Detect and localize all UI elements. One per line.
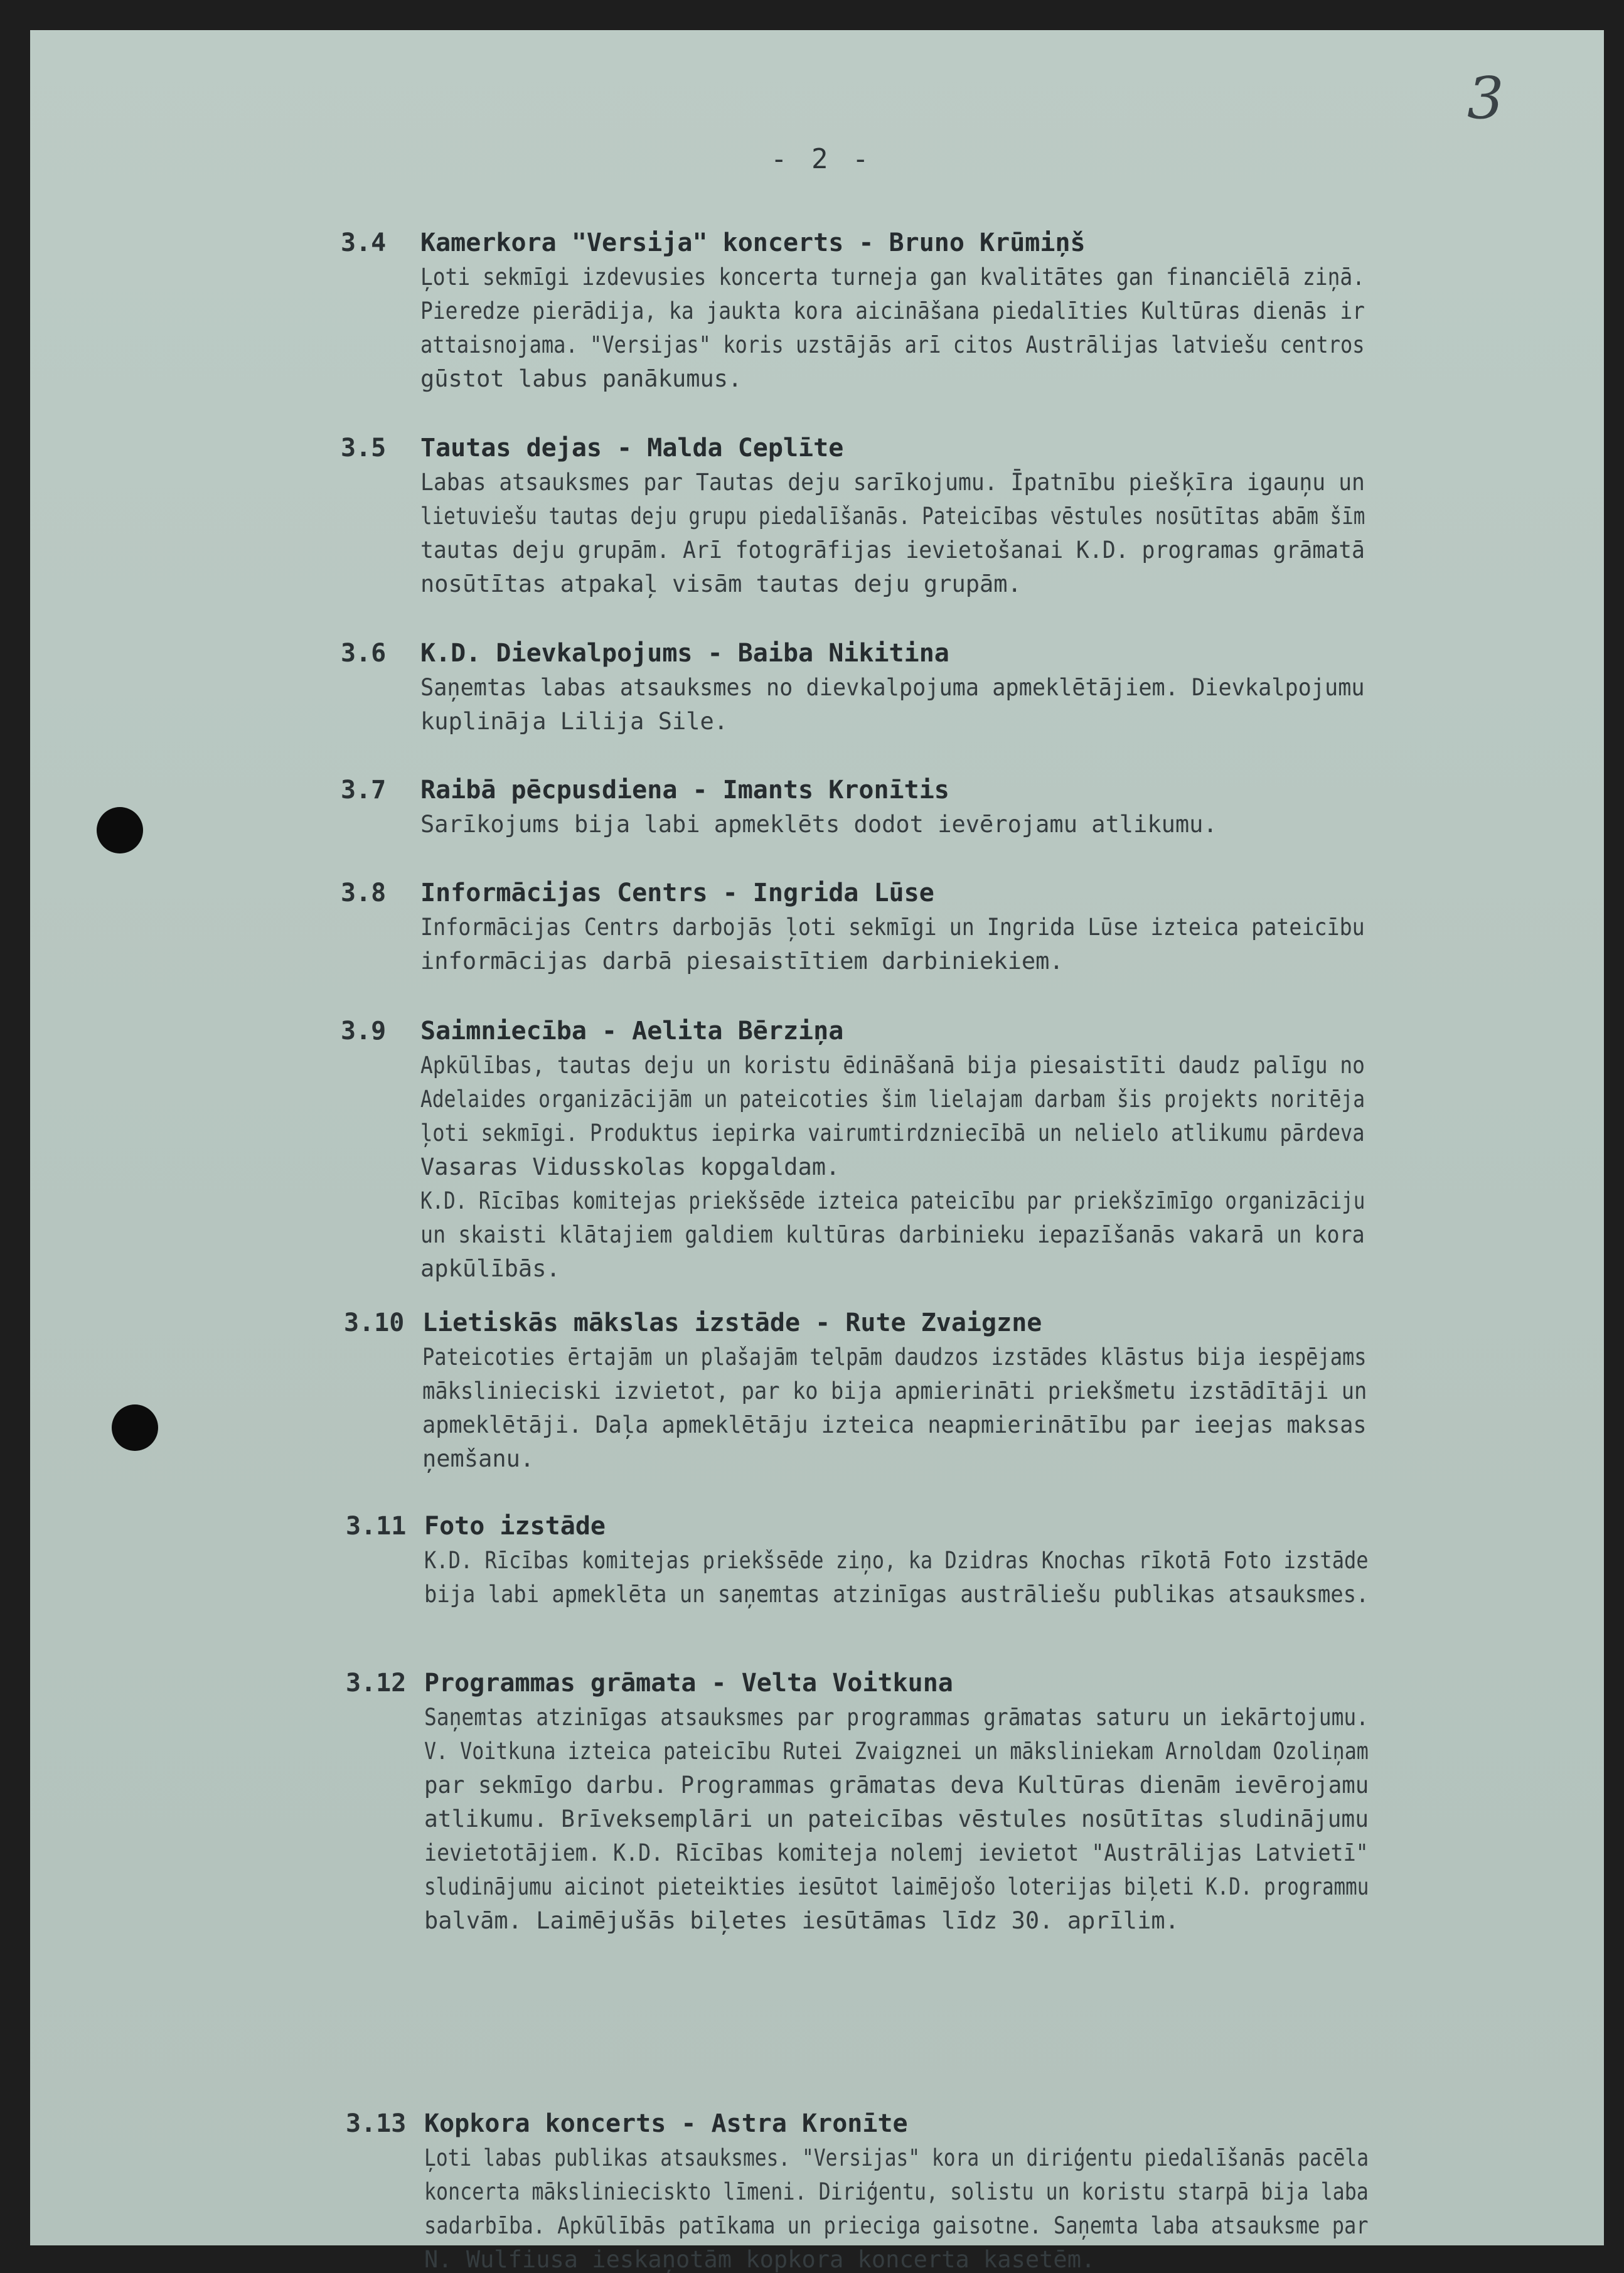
section-text-line: bija labi apmeklēta un saņemtas atzinīgas austrāliešu publikas atsauksmes. bbox=[424, 1581, 1369, 1608]
document-page bbox=[30, 30, 1604, 2273]
section-title: Informācijas Centrs - Ingrida Lūse bbox=[420, 879, 934, 907]
section-text-line: Ļoti sekmīgi izdevusies koncerta turneja gan kvalitātes gan financiēlā ziņā. bbox=[420, 264, 1365, 291]
section-text-line: Ļoti labas publikas atsauksmes. "Versijas" kora un diriģentu piedalīšanās pacēla bbox=[424, 2144, 1369, 2171]
section-text-line: Saņemtas atzinīgas atsauksmes par programmas grāmatas saturu un iekārtojumu. bbox=[424, 1704, 1369, 1731]
section-text-line: kuplināja Lilija Sile. bbox=[420, 708, 729, 735]
section-number: 3.5 bbox=[341, 434, 387, 463]
section-text-line: nosūtītas atpakaļ visām tautas deju grupām. bbox=[420, 570, 1022, 597]
section-text-line: Apkūlības, tautas deju un koristu ēdināšanā bija piesaistīti daudz palīgu no bbox=[420, 1052, 1365, 1079]
section-text-line: ņemšanu. bbox=[422, 1445, 535, 1472]
section-text-line: N. Wulfiusa ieskaņotām kopkora koncerta kasetēm. bbox=[424, 2246, 1096, 2273]
page-number: - 2 - bbox=[771, 143, 873, 175]
section-title: Raibā pēcpusdiena - Imants Kronītis bbox=[420, 776, 949, 805]
section-number: 3.8 bbox=[341, 879, 387, 907]
section-text-line: Labas atsauksmes par Tautas deju sarīkojumu. Īpatnību piešķīra igauņu un bbox=[420, 469, 1365, 496]
section-title: Programmas grāmata - Velta Voitkuna bbox=[424, 1669, 953, 1698]
section-title: Kamerkora "Versija" koncerts - Bruno Krūmiņš bbox=[420, 228, 1086, 257]
section-text-line: K.D. Rīcības komitejas priekšsēde izteica pateicību par priekšzīmīgo organizāciju bbox=[420, 1187, 1365, 1214]
section-text-line: K.D. Rīcības komitejas priekšsēde ziņo, ka Dzidras Knochas rīkotā Foto izstāde bbox=[424, 1547, 1369, 1574]
section-title: Saimniecība - Aelita Bērziņa bbox=[420, 1017, 844, 1046]
handwritten-page-number: 3 bbox=[1467, 65, 1504, 132]
section-text-line: mākslinieciski izvietot, par ko bija apmierināti priekšmetu izstādītāji un bbox=[422, 1377, 1367, 1404]
section-number: 3.6 bbox=[341, 639, 387, 668]
section-text-line: sludinājumu aicinot pieteikties iesūtot laimējošo loterijas biļeti K.D. programmu bbox=[424, 1873, 1369, 1900]
section-text-line: informācijas darbā piesaistītiem darbiniekiem. bbox=[420, 948, 1064, 975]
section-text-line: ievietotājiem. K.D. Rīcības komiteja nolemj ievietot "Austrālijas Latvietī" bbox=[424, 1839, 1369, 1866]
section-number: 3.9 bbox=[341, 1017, 387, 1046]
section-text-line: Pateicoties ērtajām un plašajām telpām daudzos izstādes klāstus bija iespējams bbox=[422, 1344, 1367, 1371]
section-text-line: apmeklētāji. Daļa apmeklētāju izteica neapmierinātību par ieejas maksas bbox=[422, 1411, 1367, 1438]
section-text-line: apkūlībās. bbox=[420, 1255, 560, 1282]
section-title: Lietiskās mākslas izstāde - Rute Zvaigzne bbox=[422, 1308, 1042, 1337]
section-title: K.D. Dievkalpojums - Baiba Nikitina bbox=[420, 639, 949, 668]
section-text-line: Pieredze pierādija, ka jaukta kora aicināšana piedalīties Kultūras dienās ir bbox=[420, 297, 1365, 324]
section-text-line: gūstot labus panākumus. bbox=[420, 365, 742, 392]
section-number: 3.11 bbox=[346, 1512, 407, 1541]
section-title: Tautas dejas - Malda Ceplīte bbox=[420, 434, 844, 463]
section-text-line: Saņemtas labas atsauksmes no dievkalpojuma apmeklētājiem. Dievkalpojumu bbox=[420, 674, 1365, 701]
section-text-line: atlikumu. Brīveksemplāri un pateicības vēstules nosūtītas sludinājumu bbox=[424, 1805, 1369, 1832]
section-text-line: lietuviešu tautas deju grupu piedalīšanās. Pateicības vēstules nosūtītas abām šīm bbox=[420, 503, 1365, 530]
section-number: 3.7 bbox=[341, 776, 387, 805]
section-text-line: koncerta mākslinieciskto līmeni. Diriģentu, solistu un koristu starpā bija laba bbox=[424, 2178, 1369, 2205]
section-text-line: sadarbība. Apkūlībās patīkama un prieciga gaisotne. Saņemta laba atsauksme par bbox=[424, 2212, 1369, 2239]
section-number: 3.13 bbox=[346, 2109, 407, 2138]
section-number: 3.10 bbox=[344, 1308, 405, 1337]
section-text-line: Informācijas Centrs darbojās ļoti sekmīgi un Ingrida Lūse izteica pateicību bbox=[420, 914, 1365, 941]
section-text-line: par sekmīgo darbu. Programmas grāmatas deva Kultūras dienām ievērojamu bbox=[424, 1772, 1369, 1799]
section-text-line: balvām. Laimējušās biļetes iesūtāmas līdz 30. aprīlim. bbox=[424, 1907, 1179, 1934]
section-text-line: Sarīkojums bija labi apmeklēts dodot ievērojamu atlikumu. bbox=[420, 811, 1217, 838]
section-text-line: V. Voitkuna izteica pateicību Rutei Zvaigznei un māksliniekam Arnoldam Ozoliņam bbox=[424, 1738, 1369, 1765]
section-text-line: Adelaides organizācijām un pateicoties šim lielajam darbam šis projekts noritēja bbox=[420, 1086, 1365, 1113]
section-title: Foto izstāde bbox=[424, 1512, 606, 1541]
section-text-line: Vasaras Vidusskolas kopgaldam. bbox=[420, 1153, 840, 1180]
section-title: Kopkora koncerts - Astra Kronīte bbox=[424, 2109, 908, 2138]
section-text-line: ļoti sekmīgi. Produktus iepirka vairumtirdzniecībā un nelielo atlikumu pārdeva bbox=[420, 1120, 1365, 1147]
section-number: 3.12 bbox=[346, 1669, 407, 1698]
section-text-line: tautas deju grupām. Arī fotogrāfijas ievietošanai K.D. programas grāmatā bbox=[420, 537, 1365, 564]
section-text-line: attaisnojama. "Versijas" koris uzstājās arī citos Austrālijas latviešu centros bbox=[420, 331, 1365, 358]
minutes-sections bbox=[30, 30, 1604, 2273]
section-text-line: un skaisti klātajiem galdiem kultūras darbinieku iepazīšanās vakarā un kora bbox=[420, 1221, 1365, 1248]
section-number: 3.4 bbox=[341, 228, 387, 257]
